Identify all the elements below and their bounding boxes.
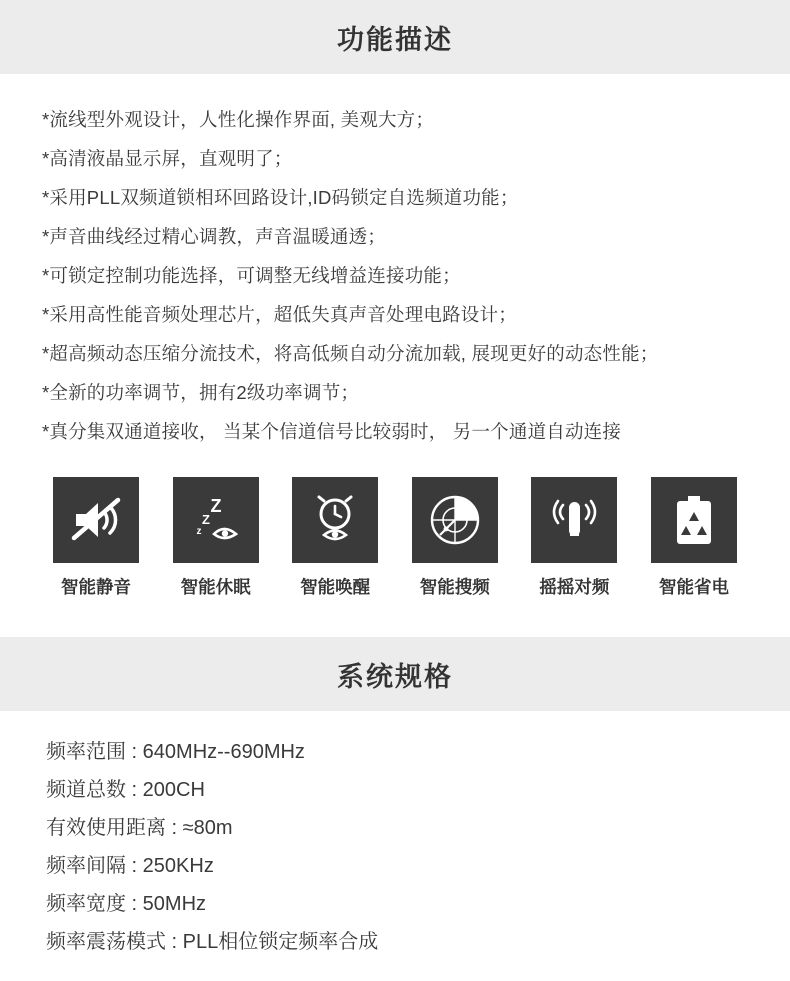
spec-item: 频率震荡模式 : PLL相位锁定频率合成 [46,931,379,953]
spec-item: 频道总数 : 200CH [46,779,205,801]
feature-icon-cell [283,477,387,599]
specs-list [0,711,790,981]
feature-item: *真分集双通道接收， 当某个信道信号比较弱时， 另一个通道自动连接 [42,421,622,442]
features-section-title: 功能描述 [337,24,453,55]
feature-item: *流线型外观设计，人性化操作界面, 美观大方； [42,109,435,130]
radar-scan-icon [412,477,498,563]
feature-icon-label: 智能休眠 [180,577,251,597]
feature-item: *高清液晶显示屏，直观明了； [42,148,293,169]
spacer [0,599,790,637]
feature-item: *采用高性能音频处理芯片，超低失真声音处理电路设计； [42,304,517,325]
feature-item: *采用PLL双频道锁相环回路设计,ID码锁定自选频道功能； [42,187,519,208]
sleep-zzz-eye-icon [173,477,259,563]
feature-icon-cell [642,477,746,599]
specs-section-header [0,637,790,711]
feature-icon-label: 智能省电 [658,577,729,597]
feature-item: *超高频动态压缩分流技术，将高低频自动分流加载, 展现更好的动态性能； [42,343,659,364]
features-list [0,74,790,455]
alarm-clock-eye-icon [292,477,378,563]
spec-item: 频率间隔 : 250KHz [46,855,214,877]
specs-section-title: 系统规格 [337,661,453,692]
feature-icon-label: 摇摇对频 [539,577,610,597]
svg-text:Z: Z [201,512,210,527]
feature-icon-cell [403,477,507,599]
battery-recycle-icon [651,477,737,563]
feature-icon-label: 智能静音 [61,577,131,597]
spec-item: 有效使用距离 : ≈80m [46,817,233,839]
feature-icon-cell [522,477,626,599]
feature-item: *全新的功率调节，拥有2级功率调节； [42,382,360,403]
feature-icon-label: 智能搜频 [419,577,490,597]
muted-speaker-icon [53,477,139,563]
svg-text:z: z [196,526,202,537]
feature-icon-cell [44,477,148,599]
feature-icon-label: 智能唤醒 [300,577,371,597]
spec-item: 频率范围 : 640MHz--690MHz [46,741,305,763]
spec-item: 频率宽度 : 50MHz [46,893,207,915]
feature-item: *可锁定控制功能选择，可调整无线增益连接功能； [42,265,461,286]
shaking-microphone-icon [531,477,617,563]
svg-text:Z: Z [210,496,222,516]
feature-icon-cell [164,477,268,599]
feature-item: *声音曲线经过精心调教，声音温暖通透； [42,226,387,247]
feature-icon-row [0,455,790,599]
features-section-header [0,0,790,74]
